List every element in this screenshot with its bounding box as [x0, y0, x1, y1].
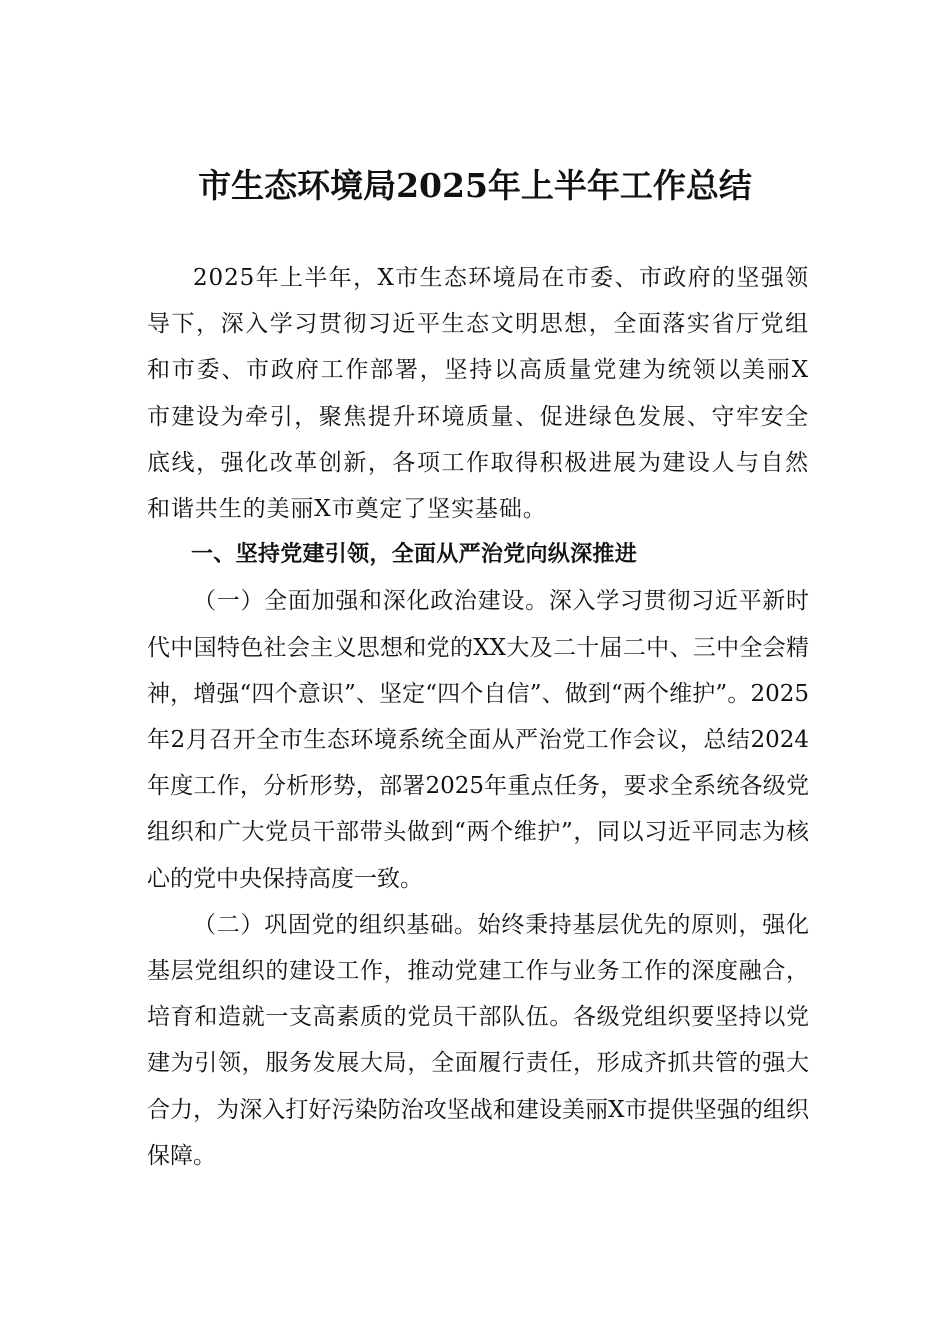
section-heading-1: 一、坚持党建引领，全面从严治党向纵深推进 — [191, 542, 638, 568]
subsection-lead-1: （一）全面加强和深化政治建设。 — [193, 588, 549, 615]
document-title: 市生态环境局2025年上半年工作总结 — [198, 166, 752, 205]
subsection-paragraph-1 — [147, 578, 809, 901]
subsection-lead-2: （二）巩固党的组织基础。 — [193, 911, 478, 938]
subsection-text-2: 始终秉持基层优先的原则，强化基层党组织的建设工作，推动党建工作与业务工作的深度融合，培育和造就一支高素质的党员干部队伍。各级党组织要坚持以党建为引领，服务发展大局，全面履行责任，形成齐抓共管的强大合力，为深入打好污染防治攻坚战和建设美丽X市提供坚强的组织保障。 — [147, 911, 810, 1169]
intro-paragraph: 2025年上半年，X市生态环境局在市委、市政府的坚强领导下，深入学习贯彻习近平生态文明思想，全面落实省厅党组和市委、市政府工作部署，坚持以高质量党建为统领以美丽X市建设为牵引，聚焦提升环境质量、促进绿色发展、守牢安全底线，强化改革创新，各项工作取得积极进展为建设人与自然和谐共生的美丽X市奠定了坚实基础。 — [147, 265, 809, 523]
document-body — [147, 255, 809, 1179]
subsection-paragraph-2 — [147, 902, 809, 1179]
subsection-text-1: 深入学习贯彻习近平新时代中国特色社会主义思想和党的XX大及二十届二中、三中全会精神，增强“四个意识”、坚定“四个自信”、做到“两个维护”。2025年2月召开全市生态环境系统全面从严治党工作会议，总结2024年度工作，分析形势，部署2025年重点任务，要求全系统各级党组织和广大党员干部带头做到“两个维护”，同以习近平同志为核心的党中央保持高度一致。 — [147, 588, 810, 892]
